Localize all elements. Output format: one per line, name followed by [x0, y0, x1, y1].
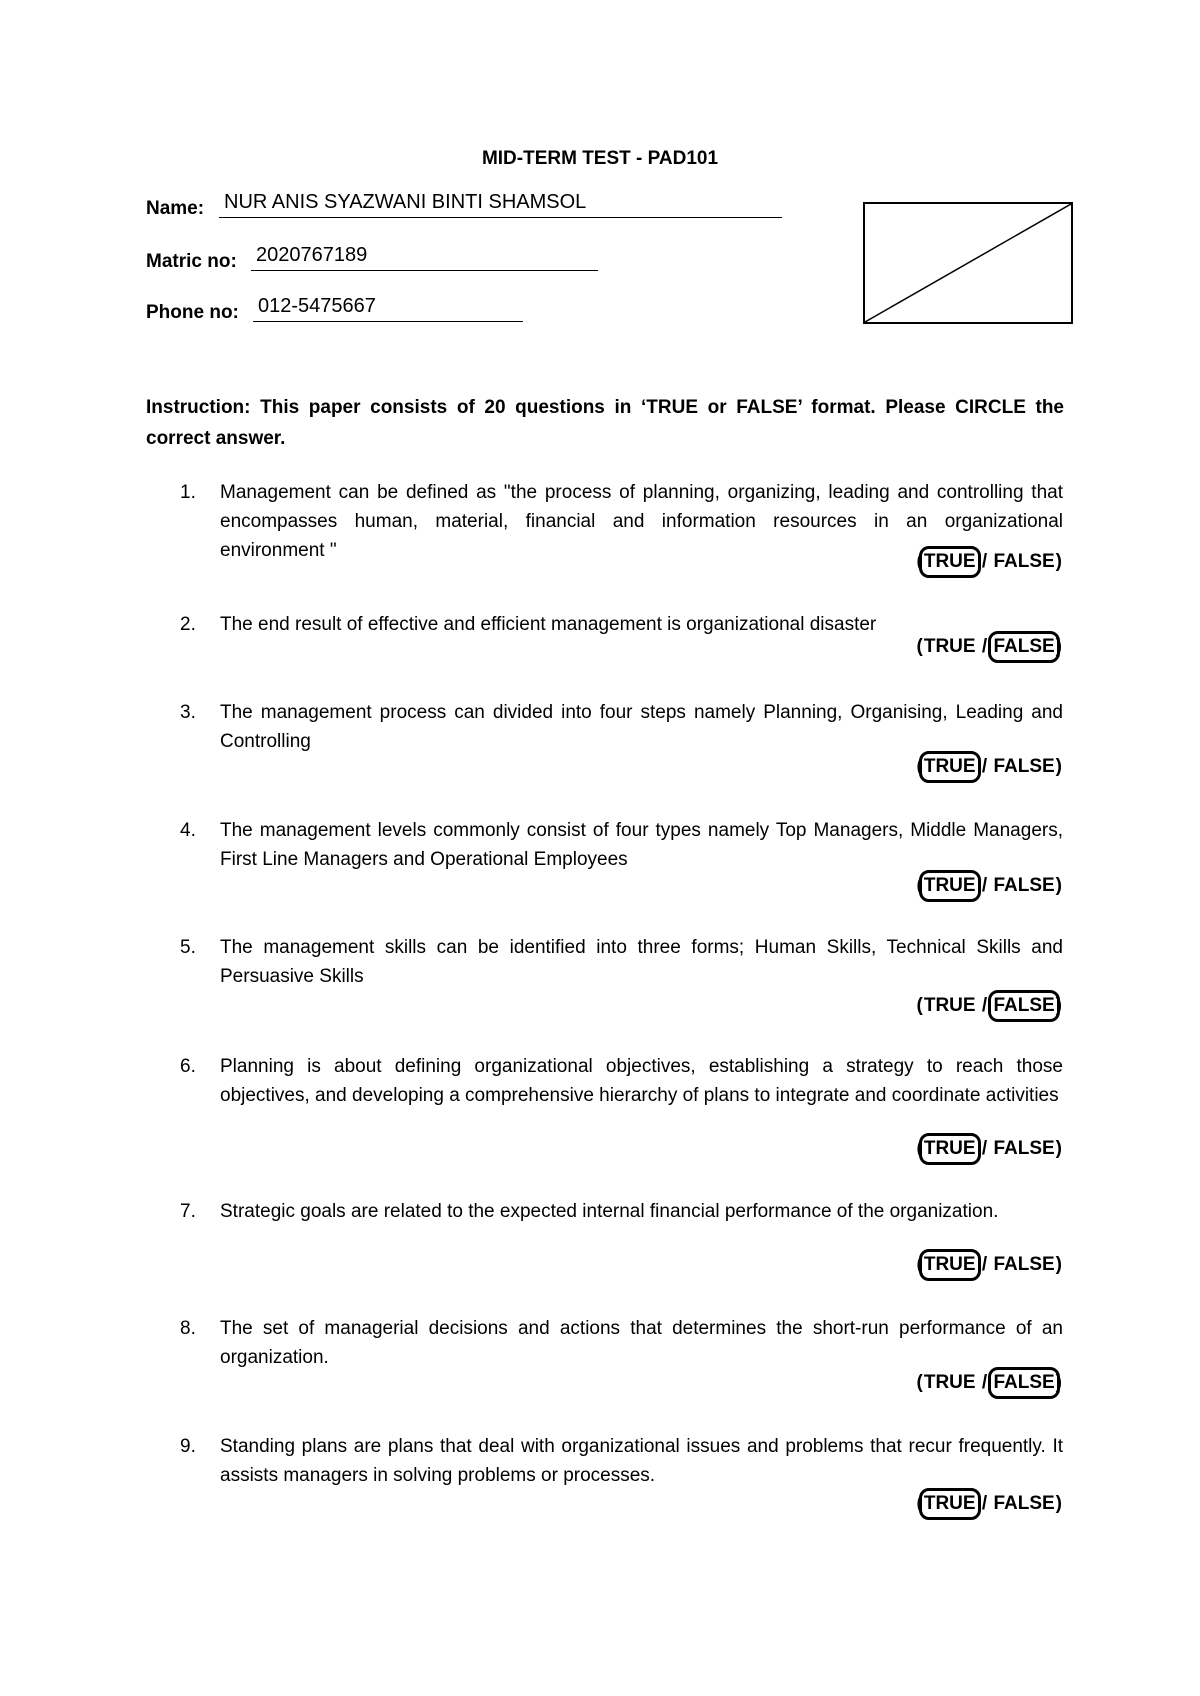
matric-field: [146, 241, 606, 273]
question-number: 1.: [180, 482, 196, 503]
instruction-text: Instruction: This paper consists of 20 questions in ‘TRUE or FALSE’ format. Please CIRCLE the correct answer.: [146, 397, 1064, 449]
open-paren: (: [916, 1372, 923, 1393]
option-separator: /: [976, 1138, 993, 1159]
name-value[interactable]: NUR ANIS SYAZWANI BINTI SHAMSOL: [224, 191, 587, 213]
false-option[interactable]: FALSE: [993, 995, 1055, 1016]
true-option[interactable]: TRUE: [923, 756, 976, 777]
question-number: 6.: [180, 1056, 196, 1077]
name-field: [146, 188, 786, 220]
marks-box: [863, 202, 1073, 324]
open-paren: (: [916, 875, 923, 896]
answer-choices: [917, 1253, 1062, 1277]
true-option[interactable]: TRUE: [923, 551, 976, 572]
question-text: Management can be defined as "the process of planning, organizing, leading and controlling that encompasses human, material, financial and information resources in an organizational environment ": [220, 482, 1063, 561]
true-option[interactable]: TRUE: [923, 1138, 976, 1159]
matric-line: [251, 270, 598, 271]
close-paren: ): [1055, 875, 1062, 896]
option-separator: /: [976, 551, 993, 572]
false-option[interactable]: FALSE: [993, 1493, 1055, 1514]
name-label: Name:: [146, 198, 205, 219]
question-text: Standing plans are plans that deal with organizational issues and problems that recur frequently. It assists managers in solving problems or processes.: [220, 1436, 1063, 1486]
page-title: MID-TERM TEST - PAD101: [481, 148, 719, 169]
name-line: [219, 217, 782, 218]
question-text: The set of managerial decisions and actions that determines the short-run performance of an organization.: [220, 1318, 1063, 1368]
open-paren: (: [916, 551, 923, 572]
open-paren: (: [916, 1493, 923, 1514]
option-separator: /: [976, 995, 993, 1016]
close-paren: ): [1055, 1138, 1062, 1159]
diagonal-line: [865, 204, 1071, 322]
answer-choices: [917, 550, 1062, 574]
open-paren: (: [916, 636, 923, 657]
question-number: 5.: [180, 937, 196, 958]
answer-choices: [917, 1371, 1062, 1395]
question-text: The management levels commonly consist of four types namely Top Managers, Middle Managers, First Line Managers and Operational Employees: [220, 820, 1063, 870]
true-option[interactable]: TRUE: [923, 1493, 976, 1514]
question-number: 3.: [180, 702, 196, 723]
phone-field: [146, 292, 526, 324]
false-option[interactable]: FALSE: [993, 551, 1055, 572]
answer-choices: [917, 1492, 1062, 1516]
option-separator: /: [976, 1493, 993, 1514]
false-option[interactable]: FALSE: [993, 756, 1055, 777]
answer-choices: [917, 994, 1062, 1018]
option-separator: /: [976, 636, 993, 657]
question-text: Strategic goals are related to the expected internal financial performance of the organization.: [220, 1201, 999, 1222]
option-separator: /: [976, 875, 993, 896]
option-separator: /: [976, 1372, 993, 1393]
question-number: 4.: [180, 820, 196, 841]
answer-choices: [917, 874, 1062, 898]
close-paren: ): [1055, 551, 1062, 572]
open-paren: (: [916, 1138, 923, 1159]
open-paren: (: [916, 1254, 923, 1275]
true-option[interactable]: TRUE: [923, 1372, 976, 1393]
phone-label: Phone no:: [146, 302, 239, 323]
close-paren: ): [1055, 1254, 1062, 1275]
question-number: 9.: [180, 1436, 196, 1457]
false-option[interactable]: FALSE: [993, 1254, 1055, 1275]
true-option[interactable]: TRUE: [923, 995, 976, 1016]
question-text: The management skills can be identified into three forms; Human Skills, Technical Skills and Persuasive Skills: [220, 937, 1063, 987]
false-option[interactable]: FALSE: [993, 636, 1055, 657]
question-text: The management process can divided into four steps namely Planning, Organising, Leading and Controlling: [220, 702, 1063, 752]
phone-line: [253, 321, 523, 322]
phone-value[interactable]: 012-5475667: [258, 295, 376, 317]
false-option[interactable]: FALSE: [993, 875, 1055, 896]
question-number: 8.: [180, 1318, 196, 1339]
question-text: Planning is about defining organizational objectives, establishing a strategy to reach those objectives, and developing a comprehensive hierarchy of plans to integrate and coordinate activities: [220, 1056, 1063, 1106]
true-option[interactable]: TRUE: [923, 636, 976, 657]
answer-choices: [917, 755, 1062, 779]
matric-label: Matric no:: [146, 251, 237, 272]
false-option[interactable]: FALSE: [993, 1372, 1055, 1393]
close-paren: ): [1055, 1493, 1062, 1514]
question-number: 7.: [180, 1201, 196, 1222]
answer-choices: [917, 635, 1062, 659]
open-paren: (: [916, 756, 923, 777]
answer-choices: [917, 1137, 1062, 1161]
close-paren: ): [1055, 636, 1062, 657]
true-option[interactable]: TRUE: [923, 1254, 976, 1275]
option-separator: /: [976, 1254, 993, 1275]
true-option[interactable]: TRUE: [923, 875, 976, 896]
question-number: 2.: [180, 614, 196, 635]
option-separator: /: [976, 756, 993, 777]
close-paren: ): [1055, 1372, 1062, 1393]
question-text: The end result of effective and efficient management is organizational disaster: [220, 614, 877, 635]
close-paren: ): [1055, 995, 1062, 1016]
close-paren: ): [1055, 756, 1062, 777]
matric-value[interactable]: 2020767189: [256, 244, 368, 266]
false-option[interactable]: FALSE: [993, 1138, 1055, 1159]
open-paren: (: [916, 995, 923, 1016]
